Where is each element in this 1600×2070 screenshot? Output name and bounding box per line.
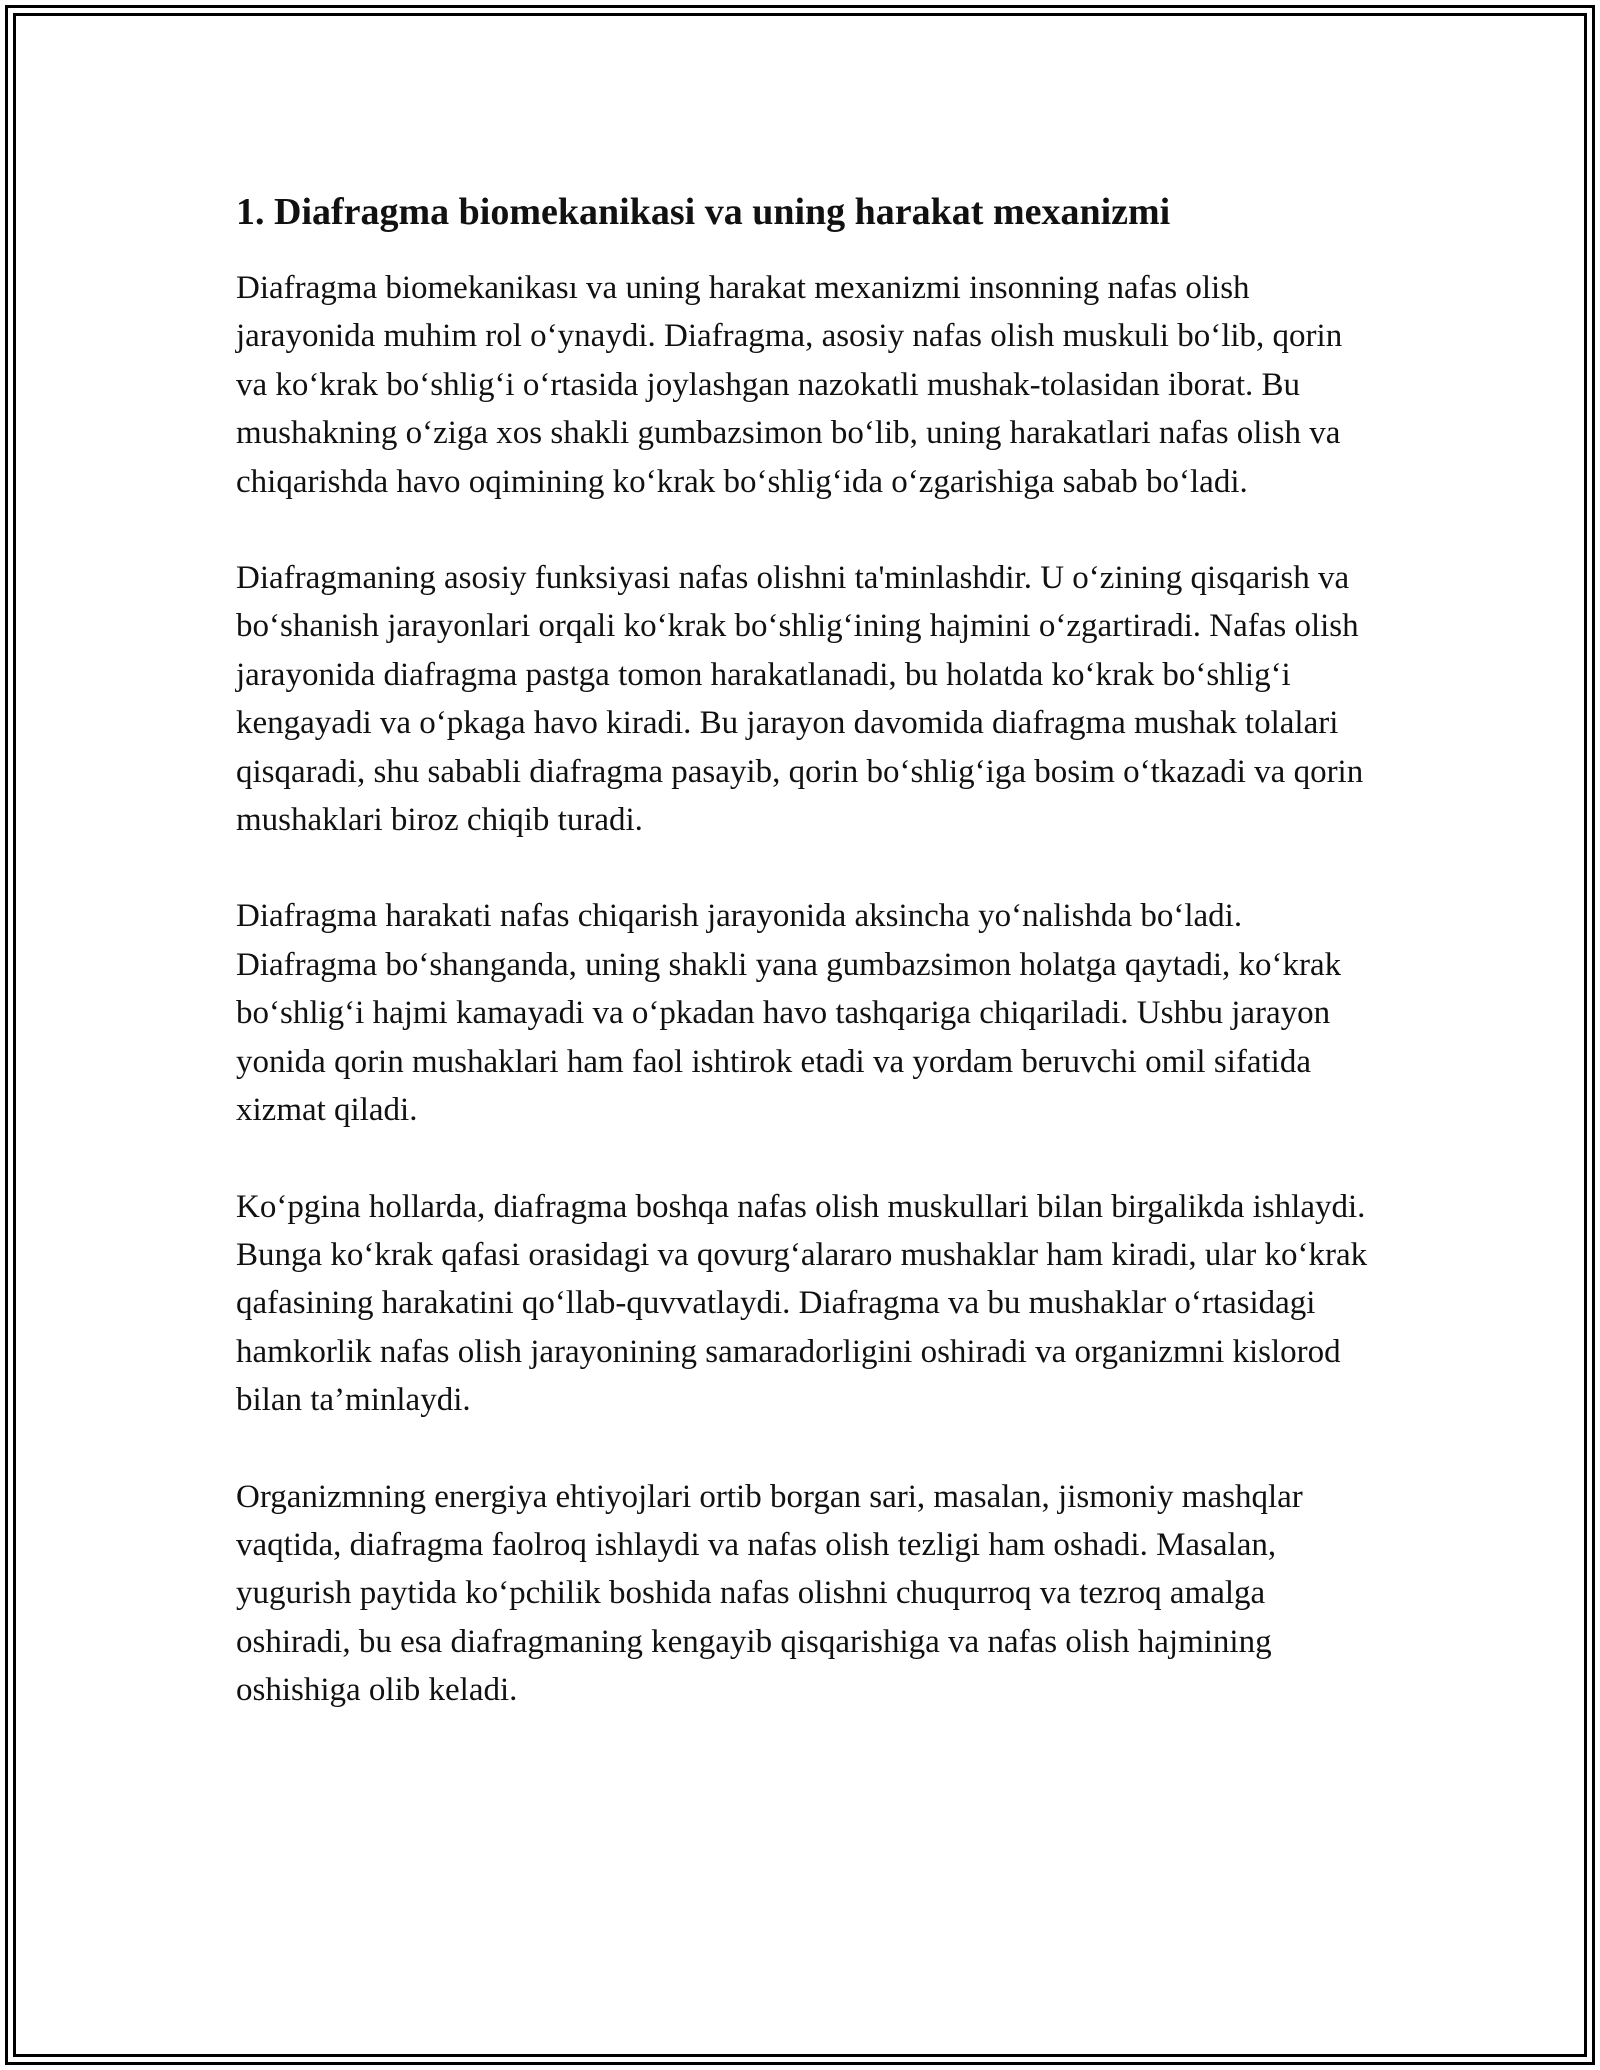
paragraph-1: Diafragma biomekanikası va uning harakat mexanizmi insonning nafas olish jarayonida muhim rol o‘ynaydi. Diafragma, asosiy nafas olish muskuli bo‘lib, qorin va ko‘krak bo‘shlig‘i o‘rtasida joylashgan nazokatli mushak-tolasidan iborat. Bu mushakning o‘ziga xos shakli gumbazsimon bo‘lib, uning harakatlari nafas olish va chiqarishda havo oqimining ko‘krak bo‘shlig‘ida o‘zgarishiga sabab bo‘ladi.	[236, 270, 1343, 500]
document-body	[236, 188, 1372, 1763]
paragraph-2: Diafragmaning asosiy funksiyasi nafas olishni ta'minlashdir. U o‘zining qisqarish va bo‘shanish jarayonlari orqali ko‘krak bo‘shlig‘ining hajmini o‘zgartiradi. Nafas olish jarayonida diafragma pastga tomon harakatlanadi, bu holatda ko‘krak bo‘shlig‘i kengayadi va o‘pkaga havo kiradi. Bu jarayon davomida diafragma mushak tolalari qisqaradi, shu sababli diafragma pasayib, qorin bo‘shlig‘iga bosim o‘tkazadi va qorin mushaklari biroz chiqib turadi.	[236, 560, 1364, 839]
section-heading: 1. Diafragma biomekanikasi va uning harakat mexanizmi	[236, 191, 1171, 233]
paragraph-5: Organizmning energiya ehtiyojlari ortib borgan sari, masalan, jismoniy mashqlar vaqtida, diafragma faolroq ishlaydi va nafas olish tezligi ham oshadi. Masalan, yugurish paytida ko‘pchilik boshida nafas olishni chuqurroq va tezroq amalga oshiradi, bu esa diafragmaning kengayib qisqarishiga va nafas olish hajmining oshishiga olib keladi.	[236, 1478, 1303, 1709]
paragraph-3: Diafragma harakati nafas chiqarish jarayonida aksincha yo‘nalishda bo‘ladi. Diafragma bo‘shanganda, uning shakli yana gumbazsimon holatga qaytadi, ko‘krak bo‘shlig‘i hajmi kamayadi va o‘pkadan havo tashqariga chiqariladi. Ushbu jarayon yonida qorin mushaklari ham faol ishtirok etadi va yordam beruvchi omil sifatida xizmat qiladi.	[236, 898, 1342, 1129]
paragraph-4: Ko‘pgina hollarda, diafragma boshqa nafas olish muskullari bilan birgalikda ishlaydi. Bunga ko‘krak qafasi orasidagi va qovurg‘alararo mushaklar ham kiradi, ular ko‘krak qafasining harakatini qo‘llab-quvvatlaydi. Diafragma va bu mushaklar o‘rtasidagi hamkorlik nafas olish jarayonining samaradorligini oshiradi va organizmni kislorod bilan ta’minlaydi.	[236, 1188, 1368, 1419]
